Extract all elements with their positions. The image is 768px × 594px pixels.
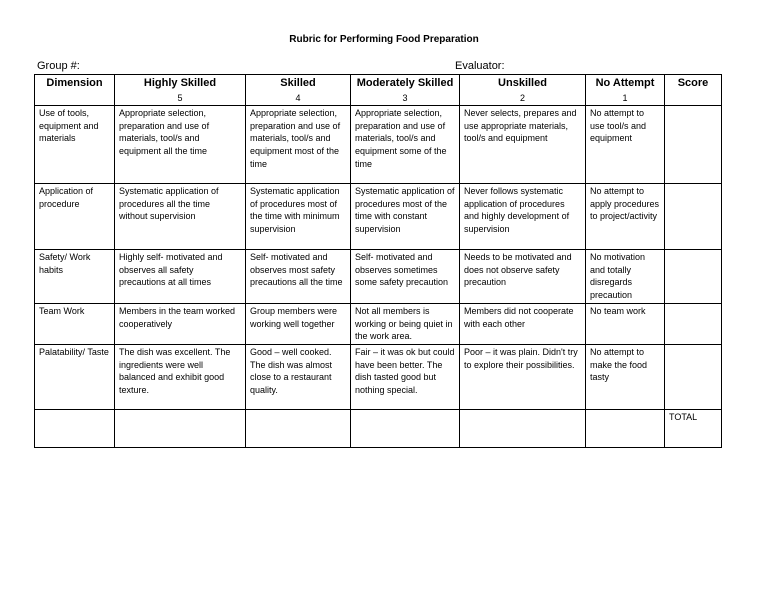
score-cell[interactable] bbox=[665, 344, 722, 409]
total-blank-cell bbox=[35, 409, 115, 447]
criteria-cell: Never follows systematic application of procedures and highly development of supervision bbox=[460, 184, 586, 250]
score-cell[interactable] bbox=[665, 184, 722, 250]
score-cell[interactable] bbox=[665, 250, 722, 304]
score-number: 5 bbox=[115, 91, 246, 106]
criteria-cell: Systematic application of procedures most of the time with constant supervision bbox=[351, 184, 460, 250]
header-unskilled: Unskilled bbox=[460, 75, 586, 91]
header-moderately-skilled: Moderately Skilled bbox=[351, 75, 460, 91]
header-no-attempt: No Attempt bbox=[586, 75, 665, 91]
total-blank-cell bbox=[586, 409, 665, 447]
evaluator-label: Evaluator: bbox=[455, 60, 505, 72]
criteria-cell: No team work bbox=[586, 304, 665, 345]
criteria-cell: Fair – it was ok but could have been better. The dish tasted good but nothing special. bbox=[351, 344, 460, 409]
score-number: 2 bbox=[460, 91, 586, 106]
group-label: Group #: bbox=[37, 60, 80, 72]
total-blank-cell bbox=[115, 409, 246, 447]
table-row bbox=[35, 106, 722, 184]
rubric-table bbox=[34, 74, 722, 448]
score-number: 1 bbox=[586, 91, 665, 106]
criteria-cell: Highly self- motivated and observes all safety precautions at all times bbox=[115, 250, 246, 304]
table-row bbox=[35, 184, 722, 250]
header-row bbox=[35, 75, 722, 91]
criteria-cell: Group members were working well together bbox=[246, 304, 351, 345]
total-blank-cell bbox=[460, 409, 586, 447]
criteria-cell: Never selects, prepares and use appropriate materials, tool/s and equipment bbox=[460, 106, 586, 184]
criteria-cell: Appropriate selection, preparation and use of materials, tool/s and equipment some of the time bbox=[351, 106, 460, 184]
criteria-cell: Appropriate selection, preparation and use of materials, tool/s and equipment all the time bbox=[115, 106, 246, 184]
score-cell[interactable] bbox=[665, 106, 722, 184]
criteria-cell: Needs to be motivated and does not observe safety precaution bbox=[460, 250, 586, 304]
dimension-cell: Team Work bbox=[35, 304, 115, 345]
total-label[interactable]: TOTAL bbox=[665, 409, 722, 447]
criteria-cell: Self- motivated and observes sometimes some safety precaution bbox=[351, 250, 460, 304]
score-number: 3 bbox=[351, 91, 460, 106]
criteria-cell: Self- motivated and observes most safety precautions all the time bbox=[246, 250, 351, 304]
criteria-cell: Good – well cooked. The dish was almost close to a restaurant quality. bbox=[246, 344, 351, 409]
criteria-cell: No attempt to use tool/s and equipment bbox=[586, 106, 665, 184]
table-row bbox=[35, 344, 722, 409]
criteria-cell: The dish was excellent. The ingredients were well balanced and exhibit good texture. bbox=[115, 344, 246, 409]
total-blank-cell bbox=[246, 409, 351, 447]
criteria-cell: Systematic application of procedures most of the time with minimum supervision bbox=[246, 184, 351, 250]
criteria-cell: Members did not cooperate with each other bbox=[460, 304, 586, 345]
header-highly-skilled: Highly Skilled bbox=[115, 75, 246, 91]
score-number-blank bbox=[665, 91, 722, 106]
criteria-cell: Systematic application of procedures all the time without supervision bbox=[115, 184, 246, 250]
score-number-blank bbox=[35, 91, 115, 106]
total-blank-cell bbox=[351, 409, 460, 447]
dimension-cell: Use of tools, equipment and materials bbox=[35, 106, 115, 184]
table-row bbox=[35, 250, 722, 304]
criteria-cell: No motivation and totally disregards precaution bbox=[586, 250, 665, 304]
criteria-cell: No attempt to apply procedures to project/activity bbox=[586, 184, 665, 250]
criteria-cell: Not all members is working or being quiet in the work area. bbox=[351, 304, 460, 345]
criteria-cell: Poor – it was plain. Didn't try to explore their possibilities. bbox=[460, 344, 586, 409]
dimension-cell: Palatability/ Taste bbox=[35, 344, 115, 409]
header-score: Score bbox=[665, 75, 722, 91]
table-row bbox=[35, 304, 722, 345]
criteria-cell: Appropriate selection, preparation and use of materials, tool/s and equipment most of the time bbox=[246, 106, 351, 184]
total-row bbox=[35, 409, 722, 447]
score-number: 4 bbox=[246, 91, 351, 106]
header-dimension: Dimension bbox=[35, 75, 115, 91]
dimension-cell: Application of procedure bbox=[35, 184, 115, 250]
dimension-cell: Safety/ Work habits bbox=[35, 250, 115, 304]
document-title: Rubric for Performing Food Preparation bbox=[289, 34, 479, 45]
criteria-cell: No attempt to make the food tasty bbox=[586, 344, 665, 409]
score-number-row bbox=[35, 91, 722, 106]
header-skilled: Skilled bbox=[246, 75, 351, 91]
score-cell[interactable] bbox=[665, 304, 722, 345]
criteria-cell: Members in the team worked cooperatively bbox=[115, 304, 246, 345]
